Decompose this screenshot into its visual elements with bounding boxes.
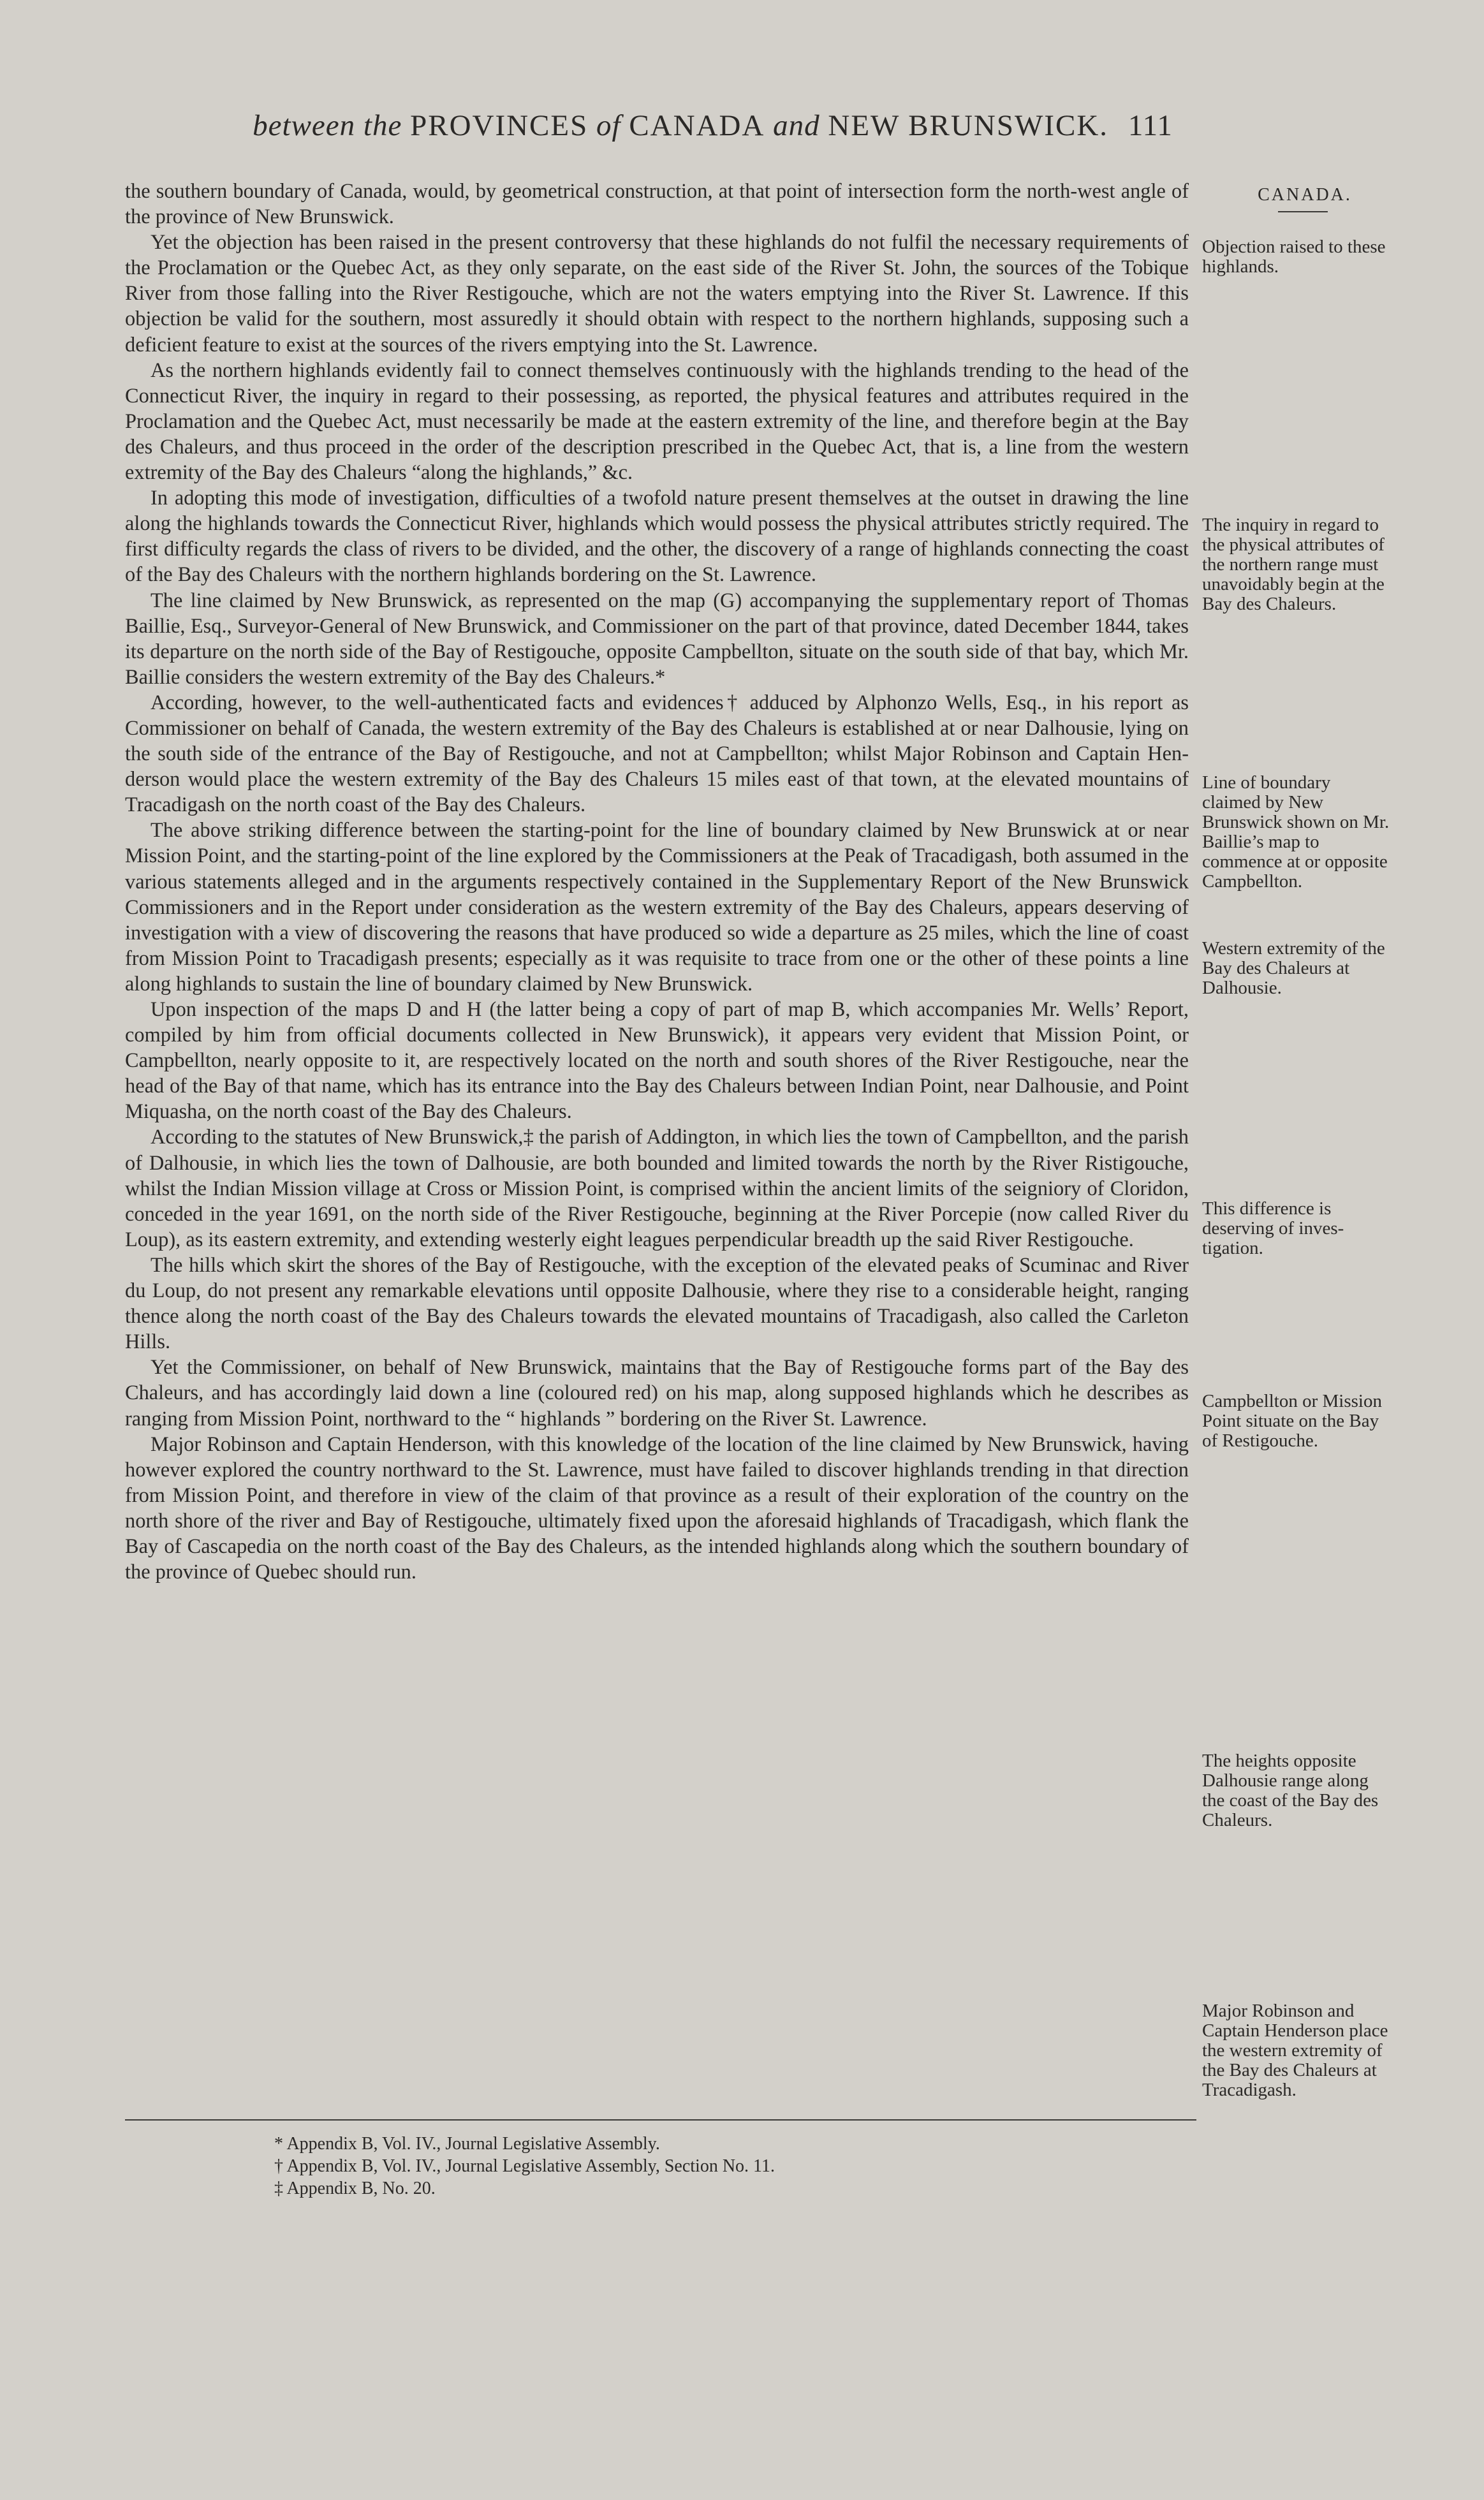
- running-head-prefix: between the: [253, 109, 402, 142]
- footnote: † Appendix B, Vol. IV., Journal Legislative Assembly, Section No. 11.: [274, 2156, 775, 2176]
- side-note: Objection raised to these highlands.: [1202, 237, 1386, 277]
- page-number: 111: [1128, 109, 1173, 142]
- margin-heading-rule: [1278, 211, 1328, 212]
- side-note: This difference is deserving of investigation.: [1202, 1198, 1344, 1258]
- running-head-new-brunswick: NEW BRUNSWICK.: [828, 109, 1109, 142]
- paragraph: According, however, to the well-authenticated facts and evidences† adduced by Alphonzo Wells, Esq., in his report as Commissioner on behalf of Canada, the western extremity of the Bay des Chaleurs is established at or near Dalhousie, lying on the south side of the entrance of the Bay of Restigouche, and not at Campbellton; whilst Major Robinson and Captain Henderson would place the western extremity of the Bay des Chaleurs 15 miles east of that town, at the elevated mountains of Tracadigash on the north coast of the Bay des Chaleurs.: [125, 691, 1189, 817]
- footnote-rule: [125, 2119, 1196, 2121]
- footnotes: [274, 2133, 1103, 2200]
- paragraph: Yet the objection has been raised in the present controversy that these highlands do not fulfil the necessary requirements of the Proclamation or the Quebec Act, as they only separate, on the east side of the River St. John, the sources of the Tobique River from those falling into the River Restigouche, which are not the waters emptying into the River St. Lawrence. If this objection be valid for the southern, most assuredly it should obtain with respect to the northern highlands, supposing such a deficient feature to exist at the sources of the rivers emptying into the St. Lawrence.: [125, 231, 1189, 357]
- paragraph: As the northern highlands evidently fail to connect themselves continuously with the highlands trending to the head of the Connecticut River, the inquiry in regard to their possessing, as reported, the physical features and attributes required in the Proclamation and the Quebec Act, must necessarily be made at the eastern extremity of the line, and therefore begin at the Bay des Chaleurs, and thus proceed in the order of the description prescribed in the Quebec Act, that is, a line from the western extremity of the Bay des Chaleurs “along the highlands,” &c.: [125, 358, 1189, 485]
- side-note: The inquiry in regard to the physical attributes of the northern range must unavoidably begin at the Bay des Chaleurs.: [1202, 515, 1385, 614]
- side-note: Major Robinson and Captain Henderson place the western extremity of the Bay des Chaleurs at Tracadigash.: [1202, 2001, 1388, 2100]
- running-head-canada: CANADA: [629, 109, 765, 142]
- paragraph: Yet the Commissioner, on behalf of New Brunswick, maintains that the Bay of Restigouche forms part of the Bay des Chaleurs, and has accordingly laid down a line (coloured red) on his map, along supposed highlands which he describes as ranging from Mission Point, northward to the “ highlands ” bordering on the River St. Lawrence.: [125, 1356, 1189, 1430]
- paragraph: the southern boundary of Canada, would, by geometrical construction, at that point of intersection form the north-west angle of the province of New Brunswick.: [125, 180, 1189, 229]
- margin-heading: CANADA.: [1258, 185, 1352, 205]
- paragraph: The hills which skirt the shores of the Bay of Restigouche, with the exception of the elevated peaks of Scuminac and River du Loup, do not present any remarkable elevations until opposite Dalhousie, where they rise to a considerable height, ranging thence along the north coast of the Bay des Chaleurs towards the elevated mountains of Tracadigash, also called the Carleton Hills.: [125, 1253, 1189, 1354]
- side-note: The heights opposite Dalhousie range along the coast of the Bay des Chaleurs.: [1202, 1751, 1379, 1830]
- main-text: [125, 179, 1189, 1585]
- footnote: ‡ Appendix B, No. 20.: [274, 2179, 436, 2198]
- running-head-provinces: PROVINCES: [410, 109, 589, 142]
- footnote: * Appendix B, Vol. IV., Journal Legislative Assembly.: [274, 2134, 660, 2154]
- paragraph: According to the statutes of New Brunswick,‡ the parish of Addington, in which lies the town of Campbellton, and the parish of Dalhousie, in which lies the town of Dalhousie, are both bounded and limited towards the north by the River Ristigouche, whilst the Indian Mission village at Cross or Mission Point, is comprised within the ancient limits of the seigniory of Cloridon, conceded in the year 1691, on the north side of the River Restigouche, beginning at the River Porcepie (now called River du Loup), as its eastern extremity, and extending westerly eight leagues perpendicular breadth up the said River Restigouche.: [125, 1126, 1189, 1251]
- side-note: Campbellton or Mission Point situate on the Bay of Restigouche.: [1202, 1391, 1382, 1451]
- running-head-of: of: [596, 109, 621, 142]
- side-note: Western extremity of the Bay des Chaleurs at Dalhousie.: [1202, 938, 1385, 998]
- paragraph: In adopting this mode of investigation, difficulties of a twofold nature present themselves at the outset in drawing the line along the highlands towards the Connecticut River, highlands which would possess the physical attributes strictly required. The first difficulty regards the class of rivers to be divided, and the other, the discovery of a range of highlands connecting the coast of the Bay des Chaleurs with the northern highlands bordering on the St. Lawrence.: [125, 487, 1189, 587]
- paragraph: Major Robinson and Captain Henderson, with this knowledge of the location of the line claimed by New Brunswick, having however explored the country northward to the St. Lawrence, must have failed to discover highlands trending in that direction from Mission Point, and therefore in view of the claim of that province as a result of their exploration of the country on the north shore of the river and Bay of Restigouche, ultimately fixed upon the aforesaid highlands of Tracadigash, which flank the Bay of Cascapedia on the north coast of the Bay des Chaleurs, as the intended highlands along which the southern boundary of the province of Quebec should run.: [125, 1432, 1189, 1584]
- paragraph: The above striking difference between the starting-point for the line of boundary claimed by New Brunswick at or near Mission Point, and the starting-point of the line explored by the Commissioners at the Peak of Tracadigash, both assumed in the various statements alleged and in the arguments respectively contained in the Supplementary Report of the New Brunswick Commissioners and in the Report under consideration as the western extremity of the Bay des Chaleurs, appears deserving of investigation with a view of discovering the reasons that have produced so wide a departure as 25 miles, which the line of coast from Mission Point to Tracadigash presents; especially as it was requisite to trace from one or the other of these points a line along highlands to sustain the line of boundary claimed by New Brunswick.: [125, 819, 1189, 996]
- paragraph: Upon inspection of the maps D and H (the latter being a copy of part of map B, which accompanies Mr. Wells’ Report, compiled by him from official documents collected in New Brunswick), it appears very evident that Mission Point, or Campbellton, nearly opposite to it, are respectively located on the north and south shores of the River Restigouche, near the head of the Bay of that name, which has its entrance into the Bay des Chaleurs between Indian Point, near Dalhousie, and Point Miquasha, on the north coast of the Bay des Chaleurs.: [125, 998, 1189, 1124]
- side-note: Line of boundary claimed by New Brunswick shown on Mr. Baillie’s map to commence at or opposite Campbellton.: [1202, 772, 1390, 892]
- running-head: [185, 108, 1240, 143]
- paragraph: The line claimed by New Brunswick, as represented on the map (G) accompanying the supplementary report of Thomas Baillie, Esq., Surveyor-General of New Brunswick, and Commissioner on the part of that province, dated December 1844, takes its departure on the north side of the Bay of Restigouche, opposite Campbellton, situate on the south side of that bay, which Mr. Baillie considers the western extremity of the Bay des Chaleurs.*: [125, 589, 1189, 689]
- running-head-and: and: [773, 109, 820, 142]
